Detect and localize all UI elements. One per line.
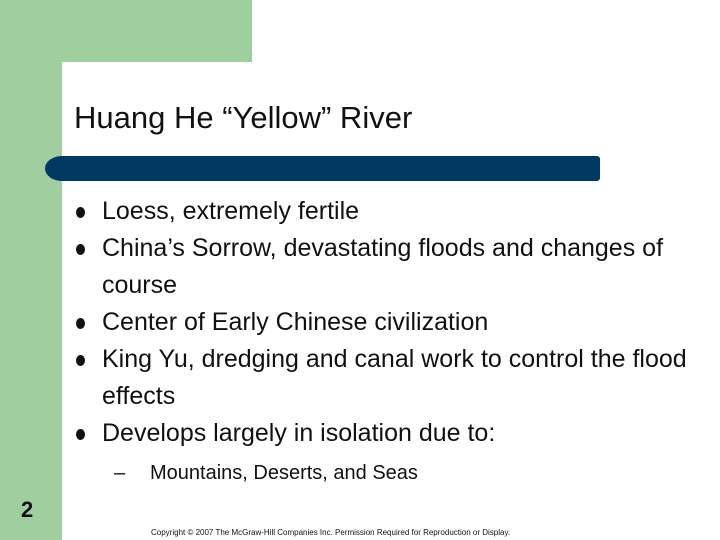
slide-title: Huang He “Yellow” River [74,100,413,135]
bullet-list [76,193,696,452]
bullet-item [76,304,696,341]
bullet-dot-icon [76,355,85,366]
bullet-dot-icon [76,207,85,218]
dash-icon: – [114,462,126,484]
bullet-text: Loess, extremely fertile [102,197,360,225]
bullet-dot-icon [76,429,85,440]
bullet-item [76,230,696,304]
title-underline-bar [62,156,600,181]
bullet-dot-icon [76,318,85,329]
bullet-item [76,341,696,415]
sub-bullet-item [114,460,418,486]
bullet-text: King Yu, dredging and canal work to control the flood effects [102,345,687,410]
bullet-text: Center of Early Chinese civilization [102,308,489,336]
bullet-item [76,415,696,452]
bullet-item [76,193,696,230]
copyright-notice: Copyright © 2007 The McGraw-Hill Companies Inc. Permission Required for Reproduction or Display. [151,528,511,537]
green-top-block [0,0,252,62]
sub-bullet-text: Mountains, Deserts, and Seas [150,462,418,484]
bullet-dot-icon [76,244,85,255]
page-number: 2 [21,497,34,522]
bullet-text: Develops largely in isolation due to: [102,419,496,447]
green-sidebar [0,0,62,540]
bullet-text: China’s Sorrow, devastating floods and changes of course [102,234,664,299]
